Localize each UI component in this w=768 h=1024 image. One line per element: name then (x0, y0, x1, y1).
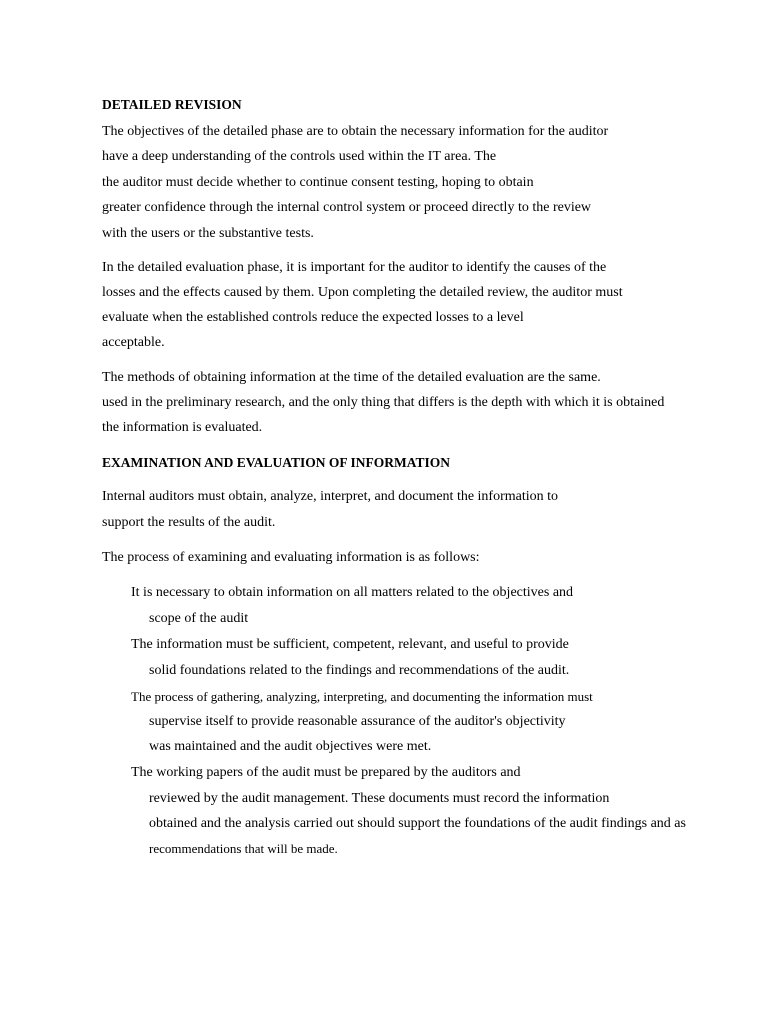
list-item-continuation: scope of the audit (149, 611, 249, 626)
paragraph-line: The process of examining and evaluating information is as follows: (102, 550, 480, 565)
paragraph-line: used in the preliminary research, and the only thing that differs is the depth with which it is obtained (102, 395, 665, 410)
paragraph-line: evaluate when the established controls reduce the expected losses to a level (102, 310, 524, 325)
list-item-continuation: recommendations that will be made. (149, 841, 338, 856)
paragraph-line: acceptable. (102, 335, 165, 350)
list-item-text: The information must be sufficient, competent, relevant, and useful to provide (131, 637, 569, 652)
list-item-continuation: was maintained and the audit objectives were met. (149, 739, 432, 754)
section-heading-detailed-revision: DETAILED REVISION (102, 97, 242, 112)
paragraph-line: losses and the effects caused by them. Upon completing the detailed review, the auditor must (102, 285, 623, 300)
list-item-text: The working papers of the audit must be prepared by the auditors and (131, 765, 521, 780)
paragraph-line: the information is evaluated. (102, 420, 263, 435)
paragraph-line: In the detailed evaluation phase, it is important for the auditor to identify the causes of the (102, 260, 607, 275)
list-item-text: It is necessary to obtain information on all matters related to the objectives and (131, 585, 574, 600)
paragraph-line: Internal auditors must obtain, analyze, interpret, and document the information to (102, 489, 559, 504)
paragraph-line: with the users or the substantive tests. (102, 226, 314, 241)
list-item (127, 764, 521, 782)
list-item-continuation: supervise itself to provide reasonable assurance of the auditor's objectivity (149, 714, 566, 729)
list-item (127, 688, 593, 706)
list-item-continuation: obtained and the analysis carried out should support the foundations of the audit findings and as (149, 816, 686, 831)
list-item-continuation: reviewed by the audit management. These documents must record the information (149, 791, 610, 806)
paragraph-line: the auditor must decide whether to continue consent testing, hoping to obtain (102, 175, 534, 190)
paragraph-line: support the results of the audit. (102, 515, 276, 530)
list-item-text: The process of gathering, analyzing, interpreting, and documenting the information must (131, 689, 593, 704)
paragraph-line: The methods of obtaining information at the time of the detailed evaluation are the same. (102, 370, 601, 385)
list-item (127, 636, 569, 654)
list-item (127, 584, 573, 602)
paragraph-line: The objectives of the detailed phase are to obtain the necessary information for the auditor (102, 124, 609, 139)
paragraph-line: greater confidence through the internal control system or proceed directly to the review (102, 200, 592, 215)
paragraph-line: have a deep understanding of the controls used within the IT area. The (102, 149, 497, 164)
list-item-continuation: solid foundations related to the findings and recommendations of the audit. (149, 663, 570, 678)
section-heading-examination: EXAMINATION AND EVALUATION OF INFORMATION (102, 455, 451, 470)
